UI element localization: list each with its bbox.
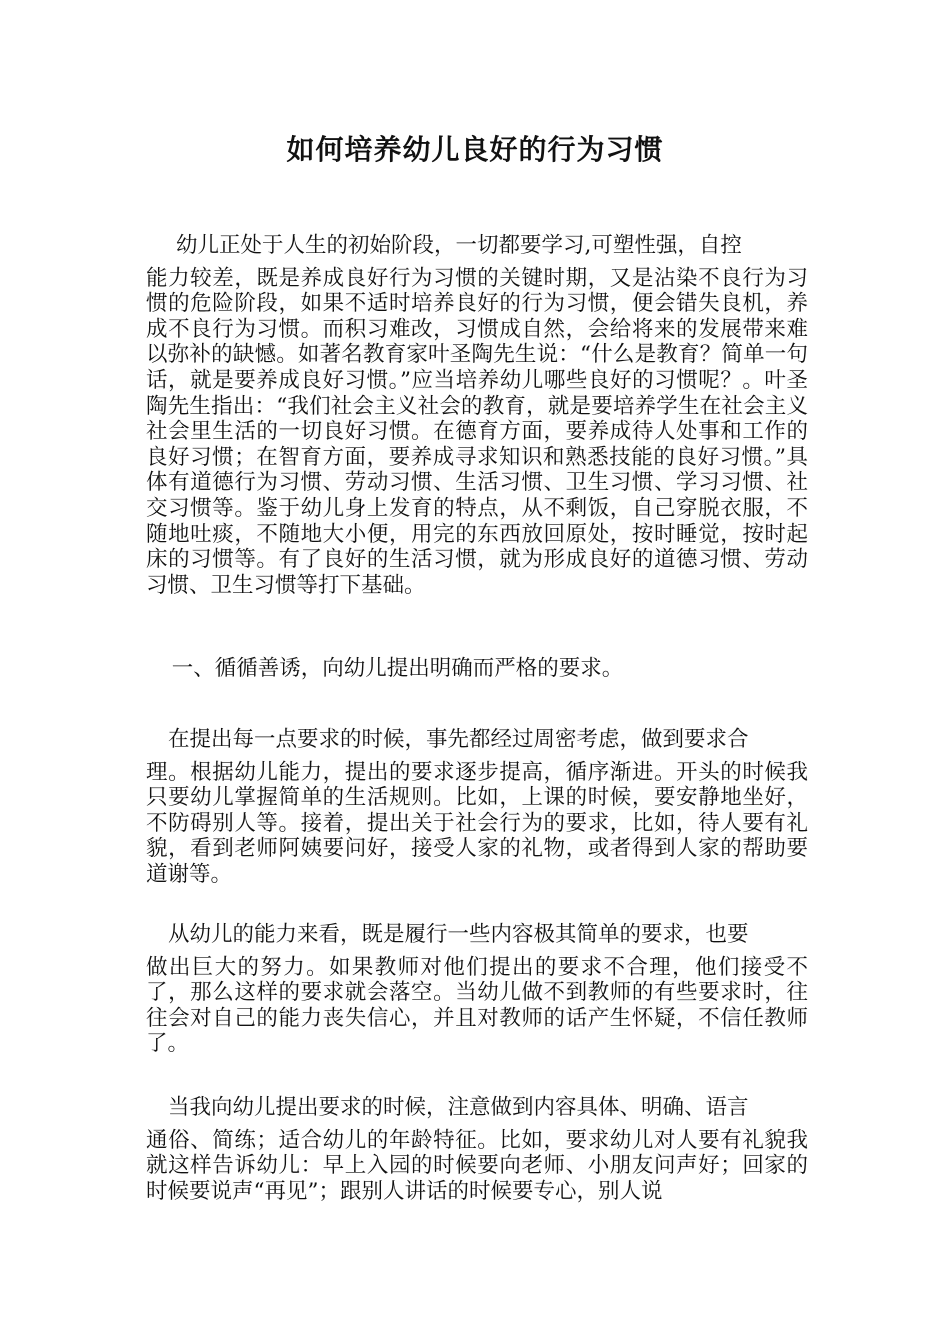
paragraph-specific [146,1095,808,1204]
paragraph-first-line: 幼儿正处于人生的初始阶段，一切都要学习,可塑性强，自控 [176,233,742,258]
paragraph-body: 能力较差，既是养成良好行为习惯的关键时期，又是沾染不良行为习惯的危险阶段，如果不适时培养良好的行为习惯，便会错失良机，养成不良行为习惯。而积习难改，习惯成自然，会给将来的发展带来难以弥补的缺憾。如著名教育家叶圣陶先生说：“什么是教育？简单一句话，就是要养成良好习惯。”应当培养幼儿哪些良好的习惯呢？。叶圣陶先生指出：“我们社会主义社会的教育，就是要培养学生在社会主义社会里生活的一切良好习惯。在德育方面，要养成待人处事和工作的良好习惯；在智育方面，要养成寻求知识和熟悉技能的良好习惯。”具体有道德行为习惯、劳动习惯、生活习惯、卫生习惯、学习习惯、社交习惯等。鉴于幼儿身上发育的特点，从不剩饭，自己穿脱衣服，不随地吐痰，不随地大小便，用完的东西放回原处，按时睡觉，按时起床的习惯等。有了良好的生活习惯，就为形成良好的道德习惯、劳动习惯、卫生习惯等打下基础。 [146,265,808,598]
section-heading: 一、循循善诱，向幼儿提出明确而严格的要求。 [171,656,624,681]
paragraph-intro [146,233,808,598]
paragraph-first-line: 在提出每一点要求的时候，事先都经过周密考虑，做到要求合 [168,727,749,752]
paragraph-body: 理。根据幼儿能力，提出的要求逐步提高，循序渐进。开头的时候我只要幼儿掌握简单的生活规则。比如，上课的时候，要安静地坐好，不防碍别人等。接着，提出关于社会行为的要求，比如，待人要有礼貌，看到老师阿姨要问好，接受人家的礼物，或者得到人家的帮助要道谢等。 [146,759,808,887]
paragraph-first-line: 当我向幼儿提出要求的时候，注意做到内容具体、明确、语言 [168,1095,749,1120]
paragraph-body: 通俗、简练；适合幼儿的年龄特征。比如，要求幼儿对人要有礼貌我就这样告诉幼儿：早上入园的时候要向老师、小朋友问声好；回家的时候要说声“再见”；跟别人讲话的时候要专心，别人说 [146,1127,808,1204]
paragraph-body: 做出巨大的努力。如果教师对他们提出的要求不合理，他们接受不了，那么这样的要求就会落空。当幼儿做不到教师的有些要求时，往往会对自己的能力丧失信心，并且对教师的话产生怀疑，不信任教师了。 [146,954,808,1057]
paragraph-requirements [146,727,808,888]
document-title: 如何培养幼儿良好的行为习惯 [286,133,664,166]
paragraph-first-line: 从幼儿的能力来看，既是履行一些内容极其简单的要求，也要 [168,922,749,947]
paragraph-ability [146,922,808,1057]
